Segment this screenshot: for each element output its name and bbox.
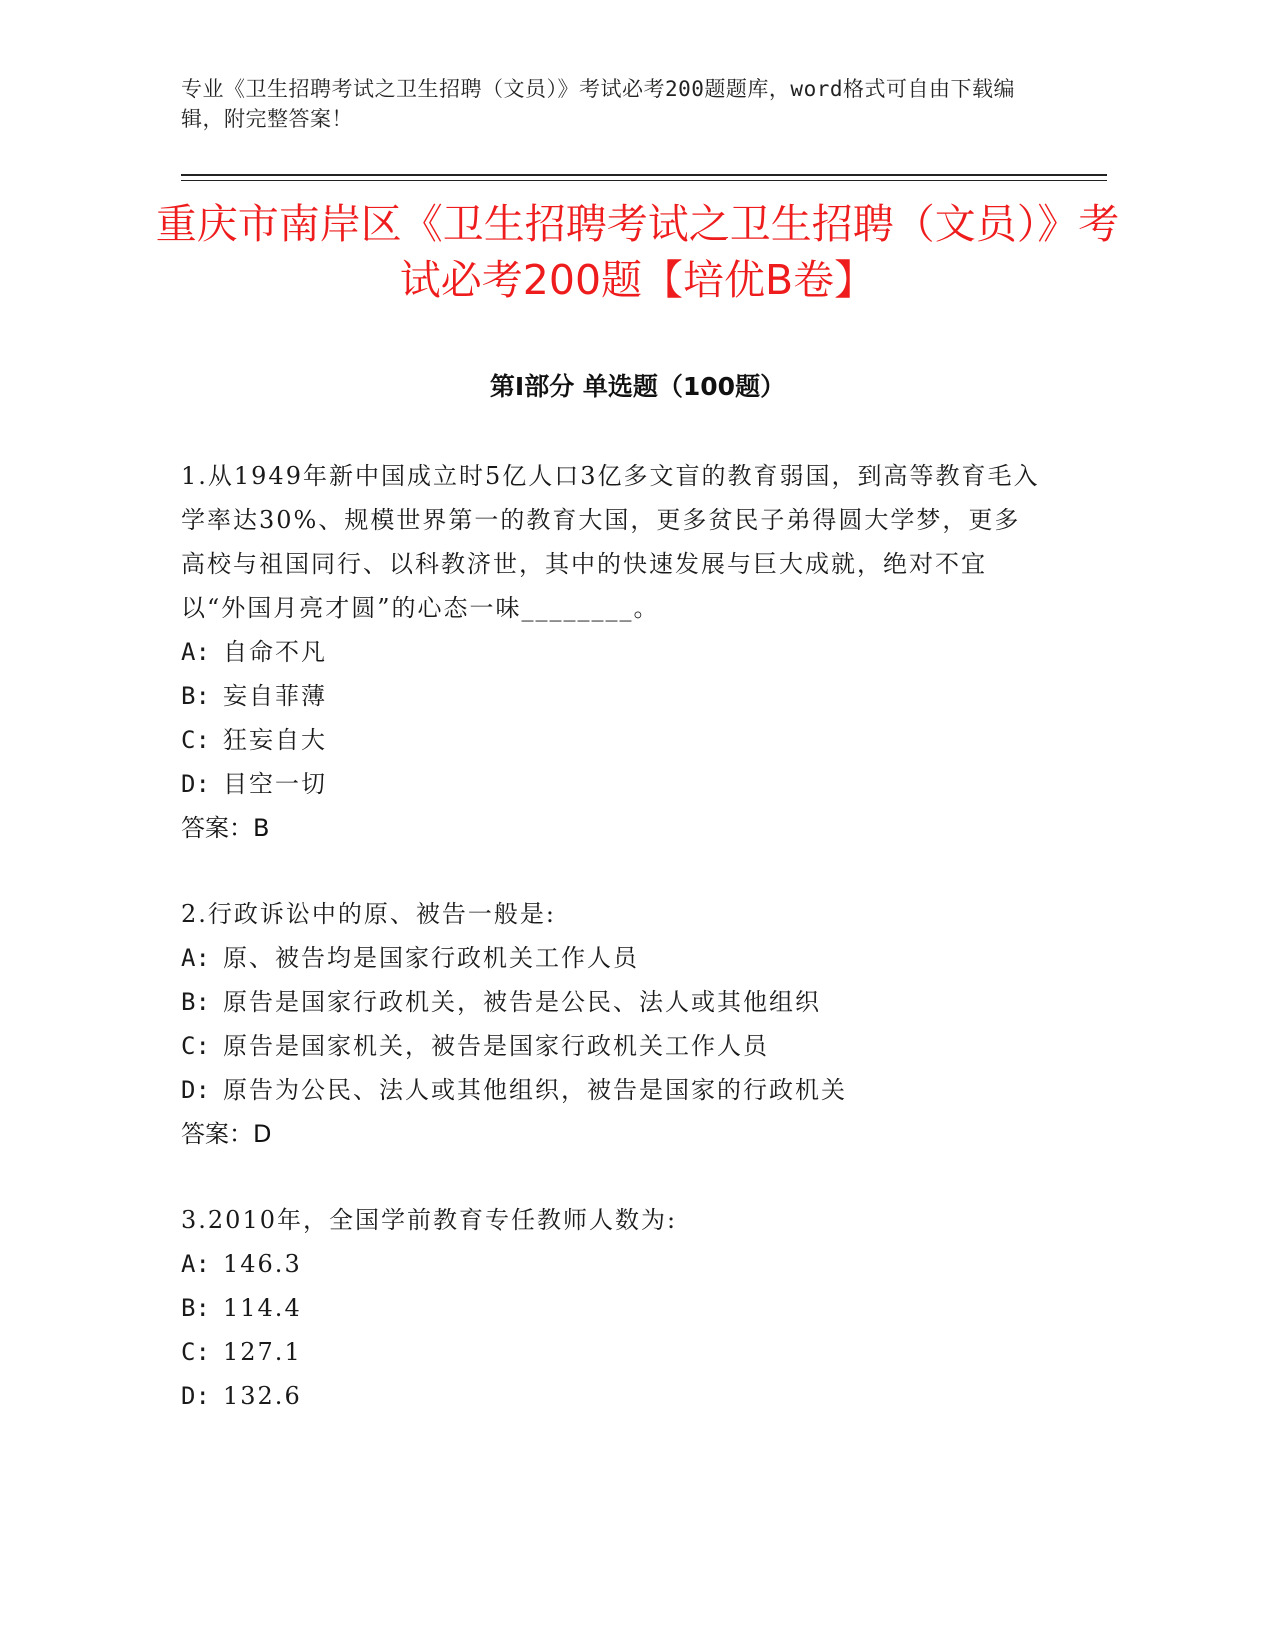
- question-list: [181, 454, 1041, 1460]
- answer-line: 答案：D: [181, 1120, 272, 1148]
- option-text: 114.4: [223, 1294, 302, 1322]
- header-rule-thick: [181, 174, 1107, 176]
- option-d: [181, 1068, 1041, 1112]
- section-title: 第Ⅰ部分 单选题（100题）: [489, 372, 786, 401]
- question-stem: 2.行政诉讼中的原、被告一般是:: [181, 900, 556, 928]
- option-c: [181, 1330, 1041, 1374]
- option-b: [181, 980, 1041, 1024]
- answer-line: 答案：B: [181, 814, 270, 842]
- question-stem: 1.从1949年新中国成立时5亿人口3亿多文盲的教育弱国，到高等教育毛入学率达30%、规模世界第一的教育大国，更多贫民子弟得圆大学梦，更多高校与祖国同行、以科教济世，其中的快速发展与巨大成就，绝对不宜以“外国月亮才圆”的心态一味________。: [181, 462, 1040, 622]
- option-letter: A:: [181, 944, 210, 972]
- option-text: 自命不凡: [223, 638, 327, 666]
- option-letter: B:: [181, 682, 210, 710]
- option-text: 132.6: [223, 1382, 302, 1410]
- question-item: [181, 454, 1041, 850]
- option-list: [181, 936, 1041, 1112]
- option-text: 原告为公民、法人或其他组织，被告是国家的行政机关: [223, 1076, 847, 1104]
- option-letter: C:: [181, 1032, 210, 1060]
- option-letter: D:: [181, 1076, 210, 1104]
- option-text: 146.3: [223, 1250, 302, 1278]
- question-item: [181, 892, 1041, 1156]
- option-text: 127.1: [223, 1338, 302, 1366]
- option-list: [181, 1242, 1041, 1418]
- option-b: [181, 674, 1041, 718]
- option-c: [181, 718, 1041, 762]
- option-letter: B:: [181, 1294, 210, 1322]
- option-b: [181, 1286, 1041, 1330]
- option-a: [181, 1242, 1041, 1286]
- option-letter: A:: [181, 638, 210, 666]
- option-text: 原、被告均是国家行政机关工作人员: [223, 944, 639, 972]
- option-text: 妄自菲薄: [223, 682, 327, 710]
- question-item: [181, 1198, 1041, 1418]
- option-text: 狂妄自大: [223, 726, 327, 754]
- option-letter: A:: [181, 1250, 210, 1278]
- option-a: [181, 630, 1041, 674]
- option-letter: C:: [181, 726, 210, 754]
- option-d: [181, 762, 1041, 806]
- header-note: 专业《卫生招聘考试之卫生招聘（文员）》考试必考200题题库，word格式可自由下载编辑，附完整答案！: [181, 77, 1015, 131]
- option-text: 原告是国家行政机关，被告是公民、法人或其他组织: [223, 988, 821, 1016]
- option-c: [181, 1024, 1041, 1068]
- option-a: [181, 936, 1041, 980]
- option-d: [181, 1374, 1041, 1418]
- question-stem: 3.2010年，全国学前教育专任教师人数为:: [181, 1206, 678, 1234]
- option-letter: B:: [181, 988, 210, 1016]
- option-letter: D:: [181, 770, 210, 798]
- option-list: [181, 630, 1041, 806]
- option-letter: C:: [181, 1338, 210, 1366]
- document-title: 重庆市南岸区《卫生招聘考试之卫生招聘（文员）》考试必考200题【培优B卷】: [155, 200, 1120, 304]
- header-rule-thin: [181, 180, 1107, 181]
- option-text: 目空一切: [223, 770, 327, 798]
- option-text: 原告是国家机关，被告是国家行政机关工作人员: [223, 1032, 769, 1060]
- option-letter: D:: [181, 1382, 210, 1410]
